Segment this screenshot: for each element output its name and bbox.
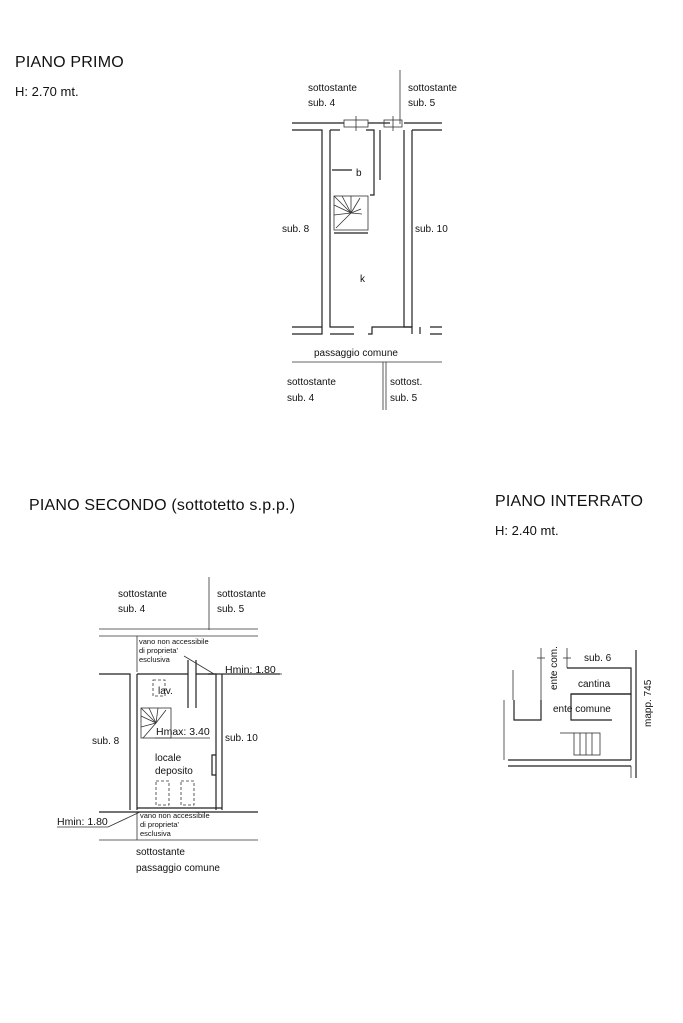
piano-interrato-plan: [504, 646, 654, 778]
bath-wall: [366, 130, 374, 195]
label-bottom-left-1: sottostante: [287, 377, 336, 388]
piano-secondo-plan: [57, 577, 282, 874]
right-inner-wall: [208, 674, 216, 810]
piano-interrato-height: H: 2.40 mt.: [495, 523, 559, 538]
label-top-right-2: sub. 5: [408, 98, 436, 109]
label-top-right-1: sottostante: [217, 589, 266, 600]
cantina-label: cantina: [578, 679, 611, 690]
sub6-label: sub. 6: [584, 653, 612, 664]
chimney: [188, 660, 196, 708]
left-room-wall: [514, 700, 541, 720]
piano-secondo-title: PIANO SECONDO (sottotetto s.p.p.): [29, 497, 296, 514]
label-bottom-right-1: sottost.: [390, 377, 423, 388]
vano-top-3: esclusiva: [139, 655, 170, 664]
label-top-left-1: sottostante: [118, 589, 167, 600]
piano-interrato-title: PIANO INTERRATO: [495, 493, 644, 510]
bottom-wall-right: [420, 327, 442, 334]
lav-label: lav.: [158, 686, 173, 697]
vano-top-1: vano non accessibile: [139, 637, 209, 646]
vano-bottom-3: esclusiva: [140, 829, 171, 838]
label-passage: passaggio comune: [314, 348, 398, 359]
stair-icon: [560, 733, 600, 755]
label-right: sub. 10: [415, 224, 448, 235]
hmin-top-label: Hmin: 1.80: [225, 664, 276, 676]
mapp-label: mapp. 745: [643, 679, 654, 727]
piano-primo-plan: [282, 70, 457, 410]
vano-bottom-1: vano non accessibile: [140, 811, 210, 820]
piano-primo-title: PIANO PRIMO: [15, 54, 124, 71]
label-top-right-1: sottostante: [408, 83, 457, 94]
piano-primo-height: H: 2.70 mt.: [15, 84, 79, 99]
hmax-label: Hmax: 3.40: [156, 726, 210, 738]
bottom-door: [368, 327, 412, 334]
label-room-k: k: [360, 274, 365, 285]
bottom-label-2: passaggio comune: [136, 863, 220, 874]
deposit-box-2: [181, 781, 194, 805]
label-bottom-right-2: sub. 5: [390, 393, 418, 404]
label-bottom-left-2: sub. 4: [287, 393, 315, 404]
label-top-left-1: sottostante: [308, 83, 357, 94]
label-top-left-2: sub. 4: [308, 98, 336, 109]
room-label-2: deposito: [155, 766, 193, 777]
label-left: sub. 8: [92, 736, 120, 747]
ente-com-label: ente com.: [549, 646, 560, 690]
label-right: sub. 10: [225, 733, 258, 744]
vano-top-2: di proprieta': [139, 646, 178, 655]
hmin-leader-bottom: [108, 812, 140, 827]
right-wall: [404, 130, 412, 327]
label-left: sub. 8: [282, 224, 310, 235]
ente-comune-label: ente comune: [553, 704, 611, 715]
label-top-left-2: sub. 4: [118, 604, 146, 615]
bottom-label-1: sottostante: [136, 847, 185, 858]
bottom-wall-left: [292, 327, 354, 334]
hmin-bottom-label: Hmin: 1.80: [57, 816, 108, 828]
deposit-box-1: [156, 781, 169, 805]
label-room-b: b: [356, 168, 362, 179]
label-top-right-2: sub. 5: [217, 604, 245, 615]
room-label-1: locale: [155, 753, 182, 764]
stair-icon: [334, 196, 368, 230]
vano-bottom-2: di proprieta': [140, 820, 179, 829]
bottom-wall: [508, 760, 631, 766]
